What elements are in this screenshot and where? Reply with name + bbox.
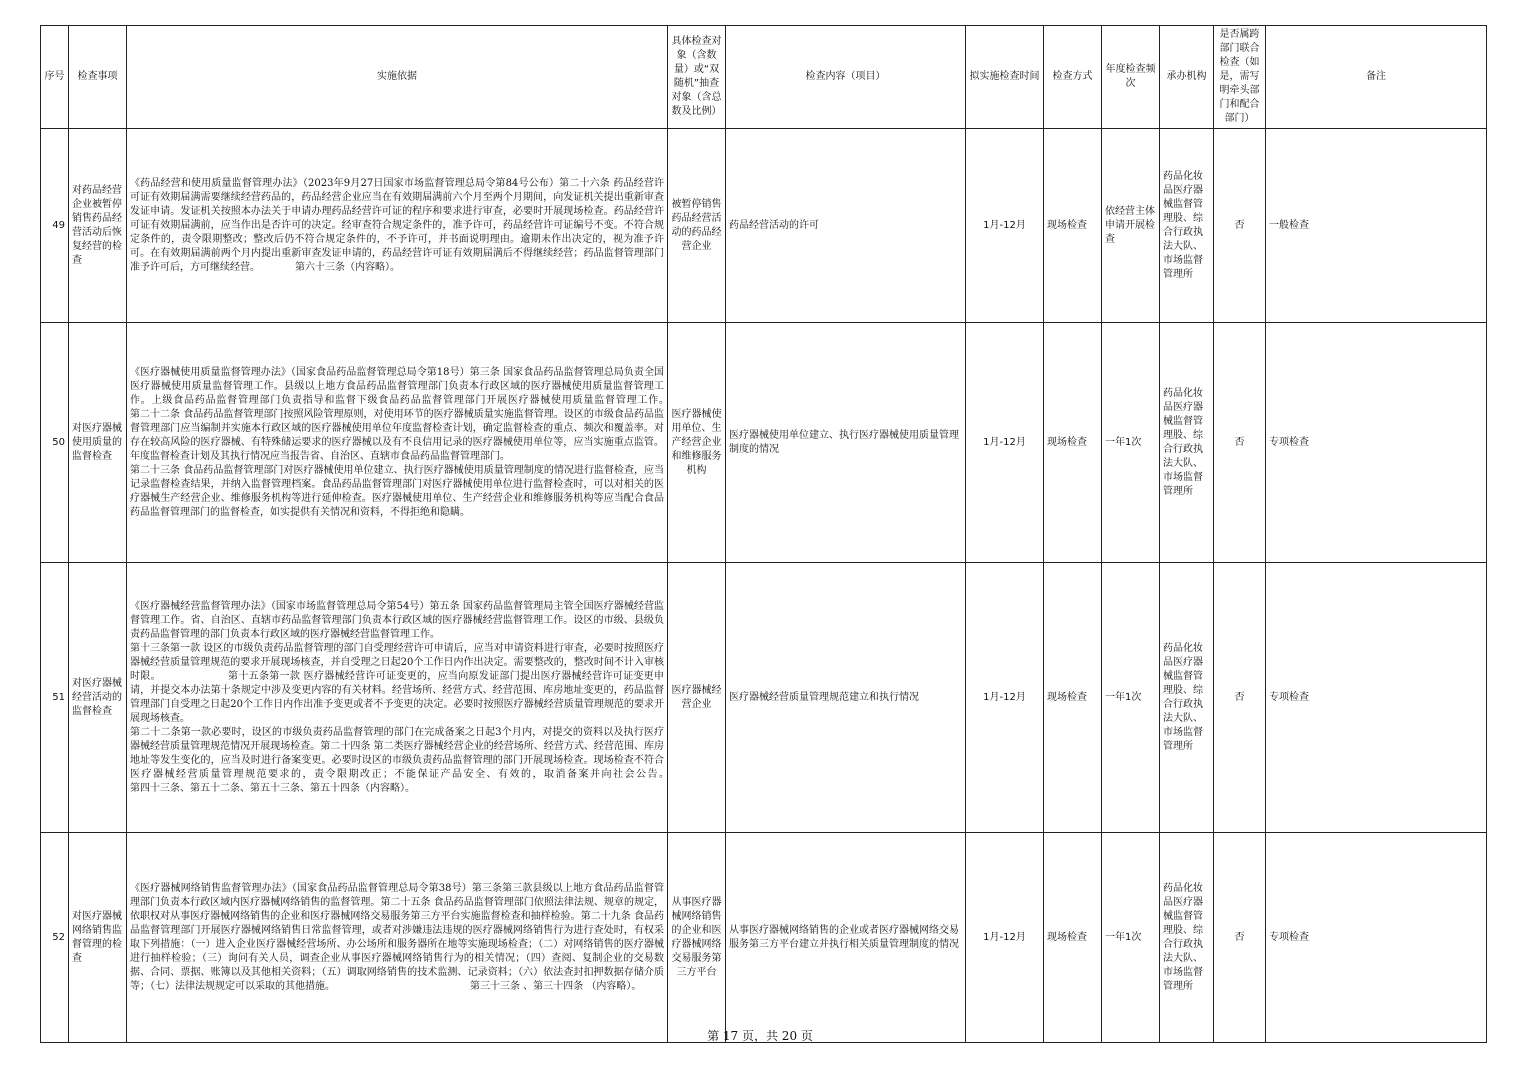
row-basis: 《医疗器械使用质量监督管理办法》（国家食品药品监督管理总局令第18号）第三条 国家食品药品监督管理总局负责全国医疗器械使用质量监督管理工作。县级以上地方食品药品监督管理部门负责本行政区域的医疗器械使用质量监督管理工作。上级食品药品监督管理部门负责指导和监督下级食品药品监督管理部门开展医疗器械使用质量监督管理工作。 第二十二条 食品药品监督管理部门按照风险管理原则，对使用环节的医疗器械质量实施监督管理。设区的市级食品药品监督管理部门应当编制并实施本行政区域的医疗器械使用单位年度监督检查计划，确定监督检查的重点、频次和覆盖率。对存在较高风险的医疗器械、有特殊储运要求的医疗器械以及有不良信用记录的医疗器械使用单位等，应当实施重点监管。年度监督检查计划及其执行情况应当报告省、自治区、直辖市食品药品监督管理部门。 第二十三条 食品药品监督管理部门对医疗器械使用单位建立、执行医疗器械使用质量管理制度的情况进行监督检查，应当记录监督检查结果，并纳入监督管理档案。食品药品监督管理部门对医疗器械使用单位进行监督检查时，可以对相关的医疗器械生产经营企业、维修服务机构等进行延伸检查。医疗器械使用单位、生产经营企业和维修服务机构等应当配合食品药品监督管理部门的监督检查，如实提供有关情况和资料，不得拒绝和隐瞒。 <box>127 323 668 563</box>
row-org: 药品化妆品医疗器械监督管理股、综合行政执法大队、市场监督管理所 <box>1160 563 1214 833</box>
header-row <box>41 26 1487 129</box>
table-row <box>41 323 1487 563</box>
header-time: 拟实施检查时间 <box>966 26 1044 129</box>
row-method: 现场检查 <box>1044 323 1102 563</box>
row-joint: 否 <box>1214 563 1266 833</box>
row-no: 52 <box>41 833 69 1043</box>
inspection-table <box>40 25 1487 1043</box>
row-org: 药品化妆品医疗器械监督管理股、综合行政执法大队、市场监督管理所 <box>1160 323 1214 563</box>
page-footer: 第 17 页，共 20 页 <box>707 1029 813 1043</box>
header-basis: 实施依据 <box>127 26 668 129</box>
row-time: 1月-12月 <box>966 323 1044 563</box>
row-target: 被暂停销售药品经营活动的药品经营企业 <box>668 129 726 323</box>
row-time: 1月-12月 <box>966 563 1044 833</box>
header-org: 承办机构 <box>1160 26 1214 129</box>
header-target: 具体检查对象（含数量）或“双随机”抽查对象（含总数及比例） <box>668 26 726 129</box>
row-content: 从事医疗器械网络销售的企业或者医疗器械网络交易服务第三方平台建立并执行相关质量管理制度的情况 <box>726 833 966 1043</box>
row-method: 现场检查 <box>1044 129 1102 323</box>
row-time: 1月-12月 <box>966 129 1044 323</box>
table-row <box>41 129 1487 323</box>
row-freq: 一年1次 <box>1102 833 1160 1043</box>
row-joint: 否 <box>1214 833 1266 1043</box>
row-basis: 《医疗器械经营监督管理办法》（国家市场监督管理总局令第54号）第五条 国家药品监督管理局主管全国医疗器械经营监督管理工作。省、自治区、直辖市药品监督管理部门负责本行政区域的医疗器械经营监督管理工作。设区的市级、县级负责药品监督管理的部门负责本行政区域的医疗器械经营监督管理工作。 第十三条第一款 设区的市级负责药品监督管理的部门自受理经营许可申请后，应当对申请资料进行审查，必要时按照医疗器械经营质量管理规范的要求开展现场核查，并自受理之日起20个工作日内作出决定。需要整改的，整改时间不计入审核时限。 第十五条第一款 医疗器械经营许可证变更的，应当向原发证部门提出医疗器械经营许可证变更申请，并提交本办法第十条规定中涉及变更内容的有关材料。经营场所、经营方式、经营范围、库房地址变更的，药品监督管理部门自受理之日起20个工作日内作出准予变更或者不予变更的决定。必要时按照医疗器械经营质量管理规范的要求开展现场核查。 第二十二条第一款必要时，设区的市级负责药品监督管理的部门在完成备案之日起3个月内，对提交的资料以及执行医疗器械经营质量管理规范情况开展现场检查。第二十四条 第二类医疗器械经营企业的经营场所、经营方式、经营范围、库房地址等发生变化的，应当及时进行备案变更。必要时设区的市级负责药品监督管理的部门开展现场检查。现场检查不符合医疗器械经营质量管理规范要求的，责令限期改正；不能保证产品安全、有效的，取消备案并向社会公告。 第四十三条、第五十二条、第五十三条、第五十四条（内容略）。 <box>127 563 668 833</box>
header-method: 检查方式 <box>1044 26 1102 129</box>
row-item: 对医疗器械使用质量的监督检查 <box>69 323 127 563</box>
table-row <box>41 563 1487 833</box>
row-joint: 否 <box>1214 129 1266 323</box>
row-target: 从事医疗器械网络销售的企业和医疗器械网络交易服务第三方平台 <box>668 833 726 1043</box>
row-remark: 专项检查 <box>1266 323 1487 563</box>
row-no: 50 <box>41 323 69 563</box>
row-freq: 依经营主体申请开展检查 <box>1102 129 1160 323</box>
header-item: 检查事项 <box>69 26 127 129</box>
row-freq: 一年1次 <box>1102 563 1160 833</box>
row-freq: 一年1次 <box>1102 323 1160 563</box>
header-no: 序号 <box>41 26 69 129</box>
row-org: 药品化妆品医疗器械监督管理股、综合行政执法大队、市场监督管理所 <box>1160 129 1214 323</box>
row-no: 49 <box>41 129 69 323</box>
row-content: 医疗器械经营质量管理规范建立和执行情况 <box>726 563 966 833</box>
row-target: 医疗器械使用单位、生产经营企业和维修服务机构 <box>668 323 726 563</box>
row-no: 51 <box>41 563 69 833</box>
table-row <box>41 833 1487 1043</box>
row-time: 1月-12月 <box>966 833 1044 1043</box>
row-content: 药品经营活动的许可 <box>726 129 966 323</box>
row-content: 医疗器械使用单位建立、执行医疗器械使用质量管理制度的情况 <box>726 323 966 563</box>
row-target: 医疗器械经营企业 <box>668 563 726 833</box>
header-remark: 备注 <box>1266 26 1487 129</box>
header-joint: 是否属跨部门联合检查（如是，需写明牵头部门和配合部门） <box>1214 26 1266 129</box>
header-content: 检查内容（项目） <box>726 26 966 129</box>
row-item: 对医疗器械网络销售监督管理的检查 <box>69 833 127 1043</box>
row-joint: 否 <box>1214 323 1266 563</box>
row-item: 对药品经营企业被暂停销售药品经营活动后恢复经营的检查 <box>69 129 127 323</box>
header-freq: 年度检查频次 <box>1102 26 1160 129</box>
row-item: 对医疗器械经营活动的监督检查 <box>69 563 127 833</box>
row-remark: 专项检查 <box>1266 563 1487 833</box>
row-remark: 一般检查 <box>1266 129 1487 323</box>
row-basis: 《医疗器械网络销售监督管理办法》（国家食品药品监督管理总局令第38号）第三条第三款县级以上地方食品药品监督管理部门负责本行政区域内医疗器械网络销售的监督管理。第二十五条 食品药品监督管理部门依照法律法规、规章的规定，依职权对从事医疗器械网络销售的企业和医疗器械网络交易服务第三方平台实施监督检查和抽样检验。第二十九条 食品药品监督管理部门开展医疗器械网络销售日常监督管理，或者对涉嫌违法违规的医疗器械网络销售行为进行查处时，有权采取下列措施：（一）进入企业医疗器械经营场所、办公场所和服务器所在地等实施现场检查；（二）对网络销售的医疗器械进行抽样检验；（三）询问有关人员，调查企业从事医疗器械网络销售行为的相关情况；（四）查阅、复制企业的交易数据、合同、票据、账簿以及其他相关资料；（五）调取网络销售的技术监测、记录资料；（六）依法查封扣押数据存储介质等；（七）法律法规规定可以采取的其他措施。 第三十三条 、第三十四条 （内容略）。 <box>127 833 668 1043</box>
row-method: 现场检查 <box>1044 833 1102 1043</box>
row-remark: 专项检查 <box>1266 833 1487 1043</box>
row-org: 药品化妆品医疗器械监督管理股、综合行政执法大队、市场监督管理所 <box>1160 833 1214 1043</box>
row-method: 现场检查 <box>1044 563 1102 833</box>
row-basis: 《药品经营和使用质量监督管理办法》（2023年9月27日国家市场监督管理总局令第84号公布）第二十六条 药品经营许可证有效期届满需要继续经营药品的，药品经营企业应当在有效期届满前六个月至两个月期间，向发证机关提出重新审查发证申请。发证机关按照本办法关于申请办理药品经营许可证的程序和要求进行审查，必要时开展现场检查。药品经营许可证有效期届满前，应当作出是否许可的决定。经审查符合规定条件的，准予许可，药品经营许可证编号不变。不符合规定条件的，责令限期整改；整改后仍不符合规定条件的，不予许可，并书面说明理由。逾期未作出决定的，视为准予许可。在有效期届满前两个月内提出重新审查发证申请的，药品经营许可证有效期届满后不得继续经营；药品监督管理部门准予许可后，方可继续经营。 第六十三条（内容略）。 <box>127 129 668 323</box>
